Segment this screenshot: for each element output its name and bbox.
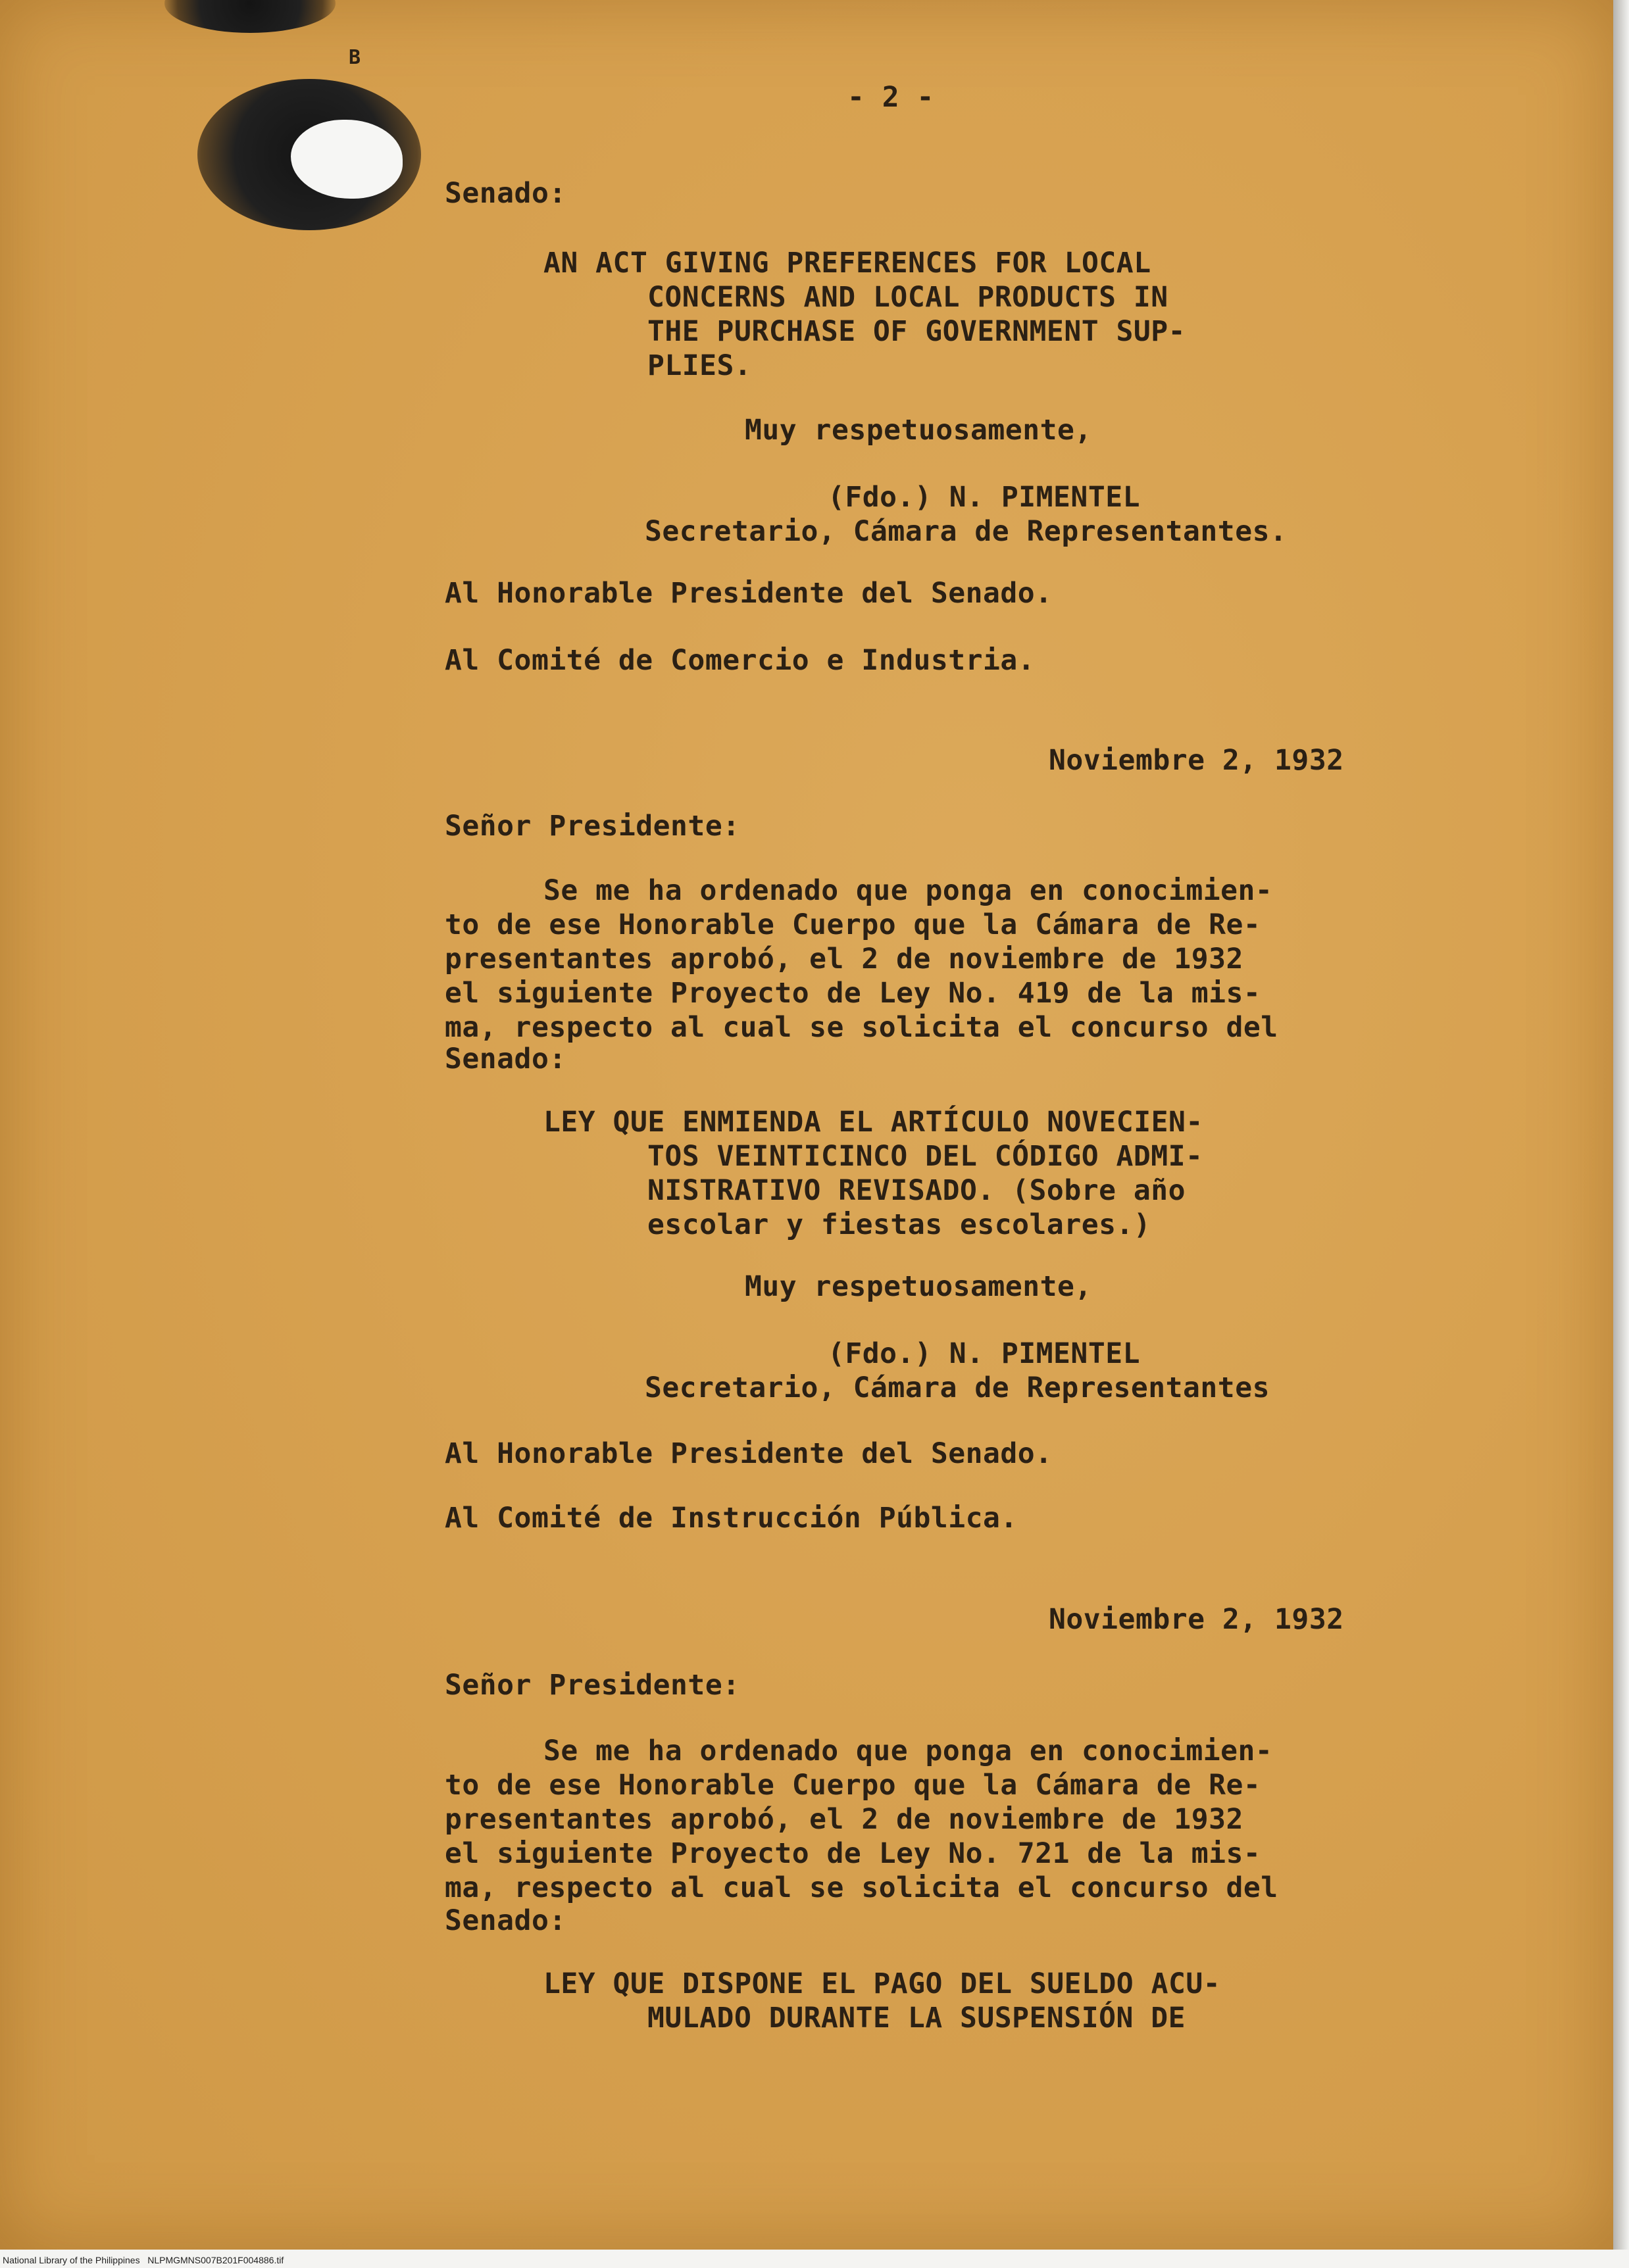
committee-line: Al Comité de Comercio e Industria. (445, 644, 1036, 677)
body-line: Senado: (445, 1904, 566, 1937)
body-line: el siguiente Proyecto de Ley No. 419 de la mis- (445, 977, 1261, 1010)
bill-title-line: NISTRATIVO REVISADO. (Sobre año (647, 1174, 1186, 1207)
bill-title-line: THE PURCHASE OF GOVERNMENT SUP- (647, 315, 1186, 348)
bill-title-line: escolar y fiestas escolares.) (647, 1208, 1151, 1241)
scan-edge-right (1613, 0, 1629, 2268)
body-line: presentantes aprobó, el 2 de noviembre de 1932 (445, 943, 1243, 975)
top-fragment: B (349, 46, 361, 69)
bill-title-line: TOS VEINTICINCO DEL CÓDIGO ADMI- (647, 1140, 1203, 1173)
signature: (Fdo.) N. PIMENTEL (828, 481, 1140, 514)
signer-title: Secretario, Cámara de Representantes. (645, 515, 1288, 548)
body-line: to de ese Honorable Cuerpo que la Cámara de Re- (445, 908, 1261, 941)
body-line: ma, respecto al cual se solicita el concurso del (445, 1871, 1278, 1904)
to-line: Al Honorable Presidente del Senado. (445, 1437, 1053, 1470)
bill-title-line: CONCERNS AND LOCAL PRODUCTS IN (647, 281, 1168, 314)
to-line: Al Honorable Presidente del Senado. (445, 577, 1053, 610)
salutation: Señor Presidente: (445, 810, 740, 843)
body-line: Se me ha ordenado que ponga en conocimien- (543, 874, 1273, 907)
closing: Muy respetuosamente, (745, 414, 1092, 447)
date: Noviembre 2, 1932 (1049, 1603, 1344, 1636)
scan-footer: National Library of the Philippines NLPMGMNS007B201F004886.tif (3, 2255, 284, 2265)
date: Noviembre 2, 1932 (1049, 744, 1344, 777)
bill-title-line: LEY QUE ENMIENDA EL ARTÍCULO NOVECIEN- (543, 1106, 1203, 1139)
bill-title-line: PLIES. (647, 349, 752, 382)
body-line: Senado: (445, 1043, 566, 1075)
bill-title-line: AN ACT GIVING PREFERENCES FOR LOCAL (543, 247, 1151, 280)
page-number: - 2 - (847, 81, 934, 114)
body-line: Se me ha ordenado que ponga en conocimien- (543, 1735, 1273, 1767)
signer-title: Secretario, Cámara de Representantes (645, 1371, 1270, 1404)
body-line: el siguiente Proyecto de Ley No. 721 de la mis- (445, 1837, 1261, 1870)
body-line: ma, respecto al cual se solicita el concurso del (445, 1011, 1278, 1044)
body-line: to de ese Honorable Cuerpo que la Cámara de Re- (445, 1769, 1261, 1802)
closing: Muy respetuosamente, (745, 1270, 1092, 1303)
signature: (Fdo.) N. PIMENTEL (828, 1337, 1140, 1370)
salutation: Señor Presidente: (445, 1669, 740, 1702)
bill-title-line: MULADO DURANTE LA SUSPENSIÓN DE (647, 2002, 1186, 2034)
body-line: presentantes aprobó, el 2 de noviembre de 1932 (445, 1803, 1243, 1836)
bill-title-line: LEY QUE DISPONE EL PAGO DEL SUELDO ACU- (543, 1967, 1221, 2000)
addressee: Senado: (445, 177, 566, 210)
committee-line: Al Comité de Instrucción Pública. (445, 1502, 1018, 1535)
